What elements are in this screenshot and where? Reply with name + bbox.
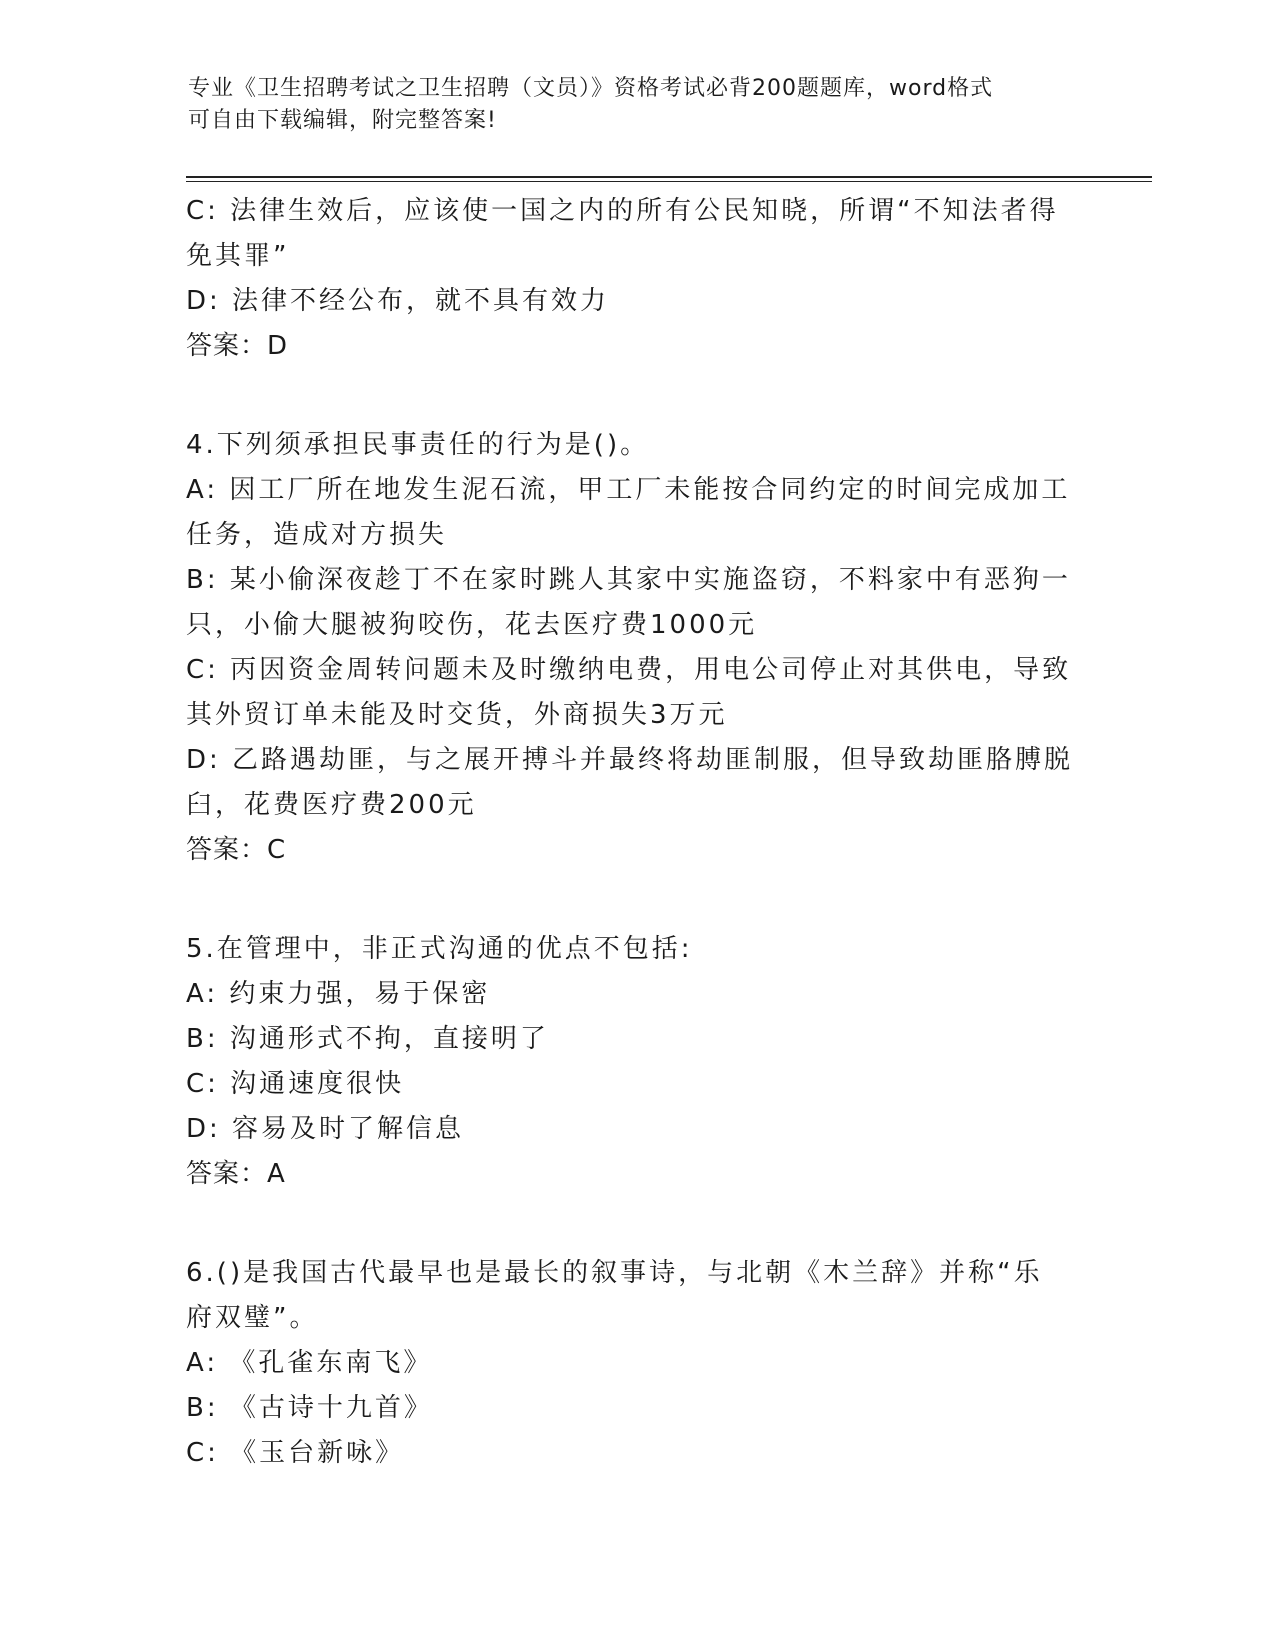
answer: 答案：C	[186, 835, 287, 865]
option-d: D: 容易及时了解信息	[186, 1114, 465, 1144]
spacer	[186, 1197, 1086, 1251]
option-a: A: 约束力强，易于保密	[186, 979, 491, 1009]
answer: 答案：D	[186, 331, 289, 361]
option-d-line2: 臼，花费医疗费200元	[186, 790, 477, 820]
spacer	[186, 873, 1086, 927]
option-c-line2: 其外贸订单未能及时交货，外商损失3万元	[186, 700, 728, 730]
question-text: 4.下列须承担民事责任的行为是()。	[186, 430, 650, 460]
question-4	[186, 423, 1086, 873]
question-text: 5.在管理中，非正式沟通的优点不包括:	[186, 934, 693, 964]
option-a-line2: 任务，造成对方损失	[186, 520, 448, 550]
question-text-line2: 府双璧”。	[186, 1303, 319, 1333]
option-a-line1: A: 因工厂所在地发生泥石流，甲工厂未能按合同约定的时间完成加工	[186, 475, 1071, 505]
option-d-line1: D: 乙路遇劫匪，与之展开搏斗并最终将劫匪制服，但导致劫匪胳膊脱	[186, 745, 1074, 775]
question-3-continued	[186, 189, 1086, 369]
option-b: B: 《古诗十九首》	[186, 1393, 433, 1423]
option-c: C: 《玉台新咏》	[186, 1438, 405, 1468]
header-title-line1: 专业《卫生招聘考试之卫生招聘（文员）》资格考试必背200题题库，word格式	[188, 76, 994, 101]
option-b-line2: 只，小偷大腿被狗咬伤，花去医疗费1000元	[186, 610, 758, 640]
question-text-line1: 6.()是我国古代最早也是最长的叙事诗，与北朝《木兰辞》并称“乐	[186, 1258, 1043, 1288]
option-c-line1: C: 丙因资金周转问题未及时缴纳电费，用电公司停止对其供电，导致	[186, 655, 1072, 685]
option-c-line2: 免其罪”	[186, 241, 290, 271]
question-5	[186, 927, 1086, 1197]
spacer	[186, 369, 1086, 423]
document-header	[188, 73, 1088, 137]
option-c-line1: C: 法律生效后，应该使一国之内的所有公民知晓，所谓“不知法者得	[186, 196, 1059, 226]
header-divider-thin	[186, 181, 1152, 182]
header-title-line2: 可自由下载编辑，附完整答案!	[188, 108, 497, 133]
answer: 答案：A	[186, 1159, 286, 1189]
question-6	[186, 1251, 1086, 1476]
option-b-line1: B: 某小偷深夜趁丁不在家时跳人其家中实施盗窃，不料家中有恶狗一	[186, 565, 1071, 595]
option-a: A: 《孔雀东南飞》	[186, 1348, 433, 1378]
option-d: D: 法律不经公布，就不具有效力	[186, 286, 610, 316]
header-divider-thick	[186, 176, 1152, 178]
option-b: B: 沟通形式不拘，直接明了	[186, 1024, 549, 1054]
option-c: C: 沟通速度很快	[186, 1069, 405, 1099]
document-body	[186, 189, 1086, 1476]
